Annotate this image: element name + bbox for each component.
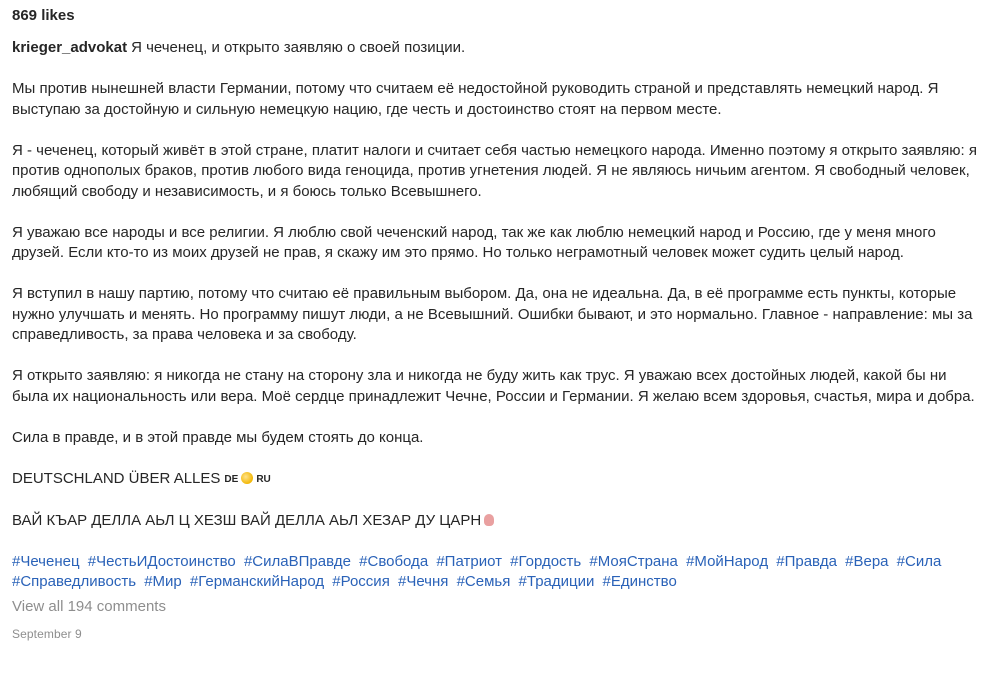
hashtag-link[interactable]: #Россия	[332, 573, 390, 590]
hashtag-link[interactable]: #ЧестьИДостоинство	[87, 552, 236, 570]
hashtag-link[interactable]: #Свобода	[359, 552, 429, 570]
caption-paragraph-7: Сила в правде, и в этой правде мы будем стоять до конца.	[12, 428, 424, 446]
hashtag-link[interactable]: #Единство	[602, 573, 677, 590]
hashtag-link[interactable]: #Чечня	[398, 573, 449, 590]
hashtag-list	[12, 552, 986, 593]
hashtag-link[interactable]: #Справедливость	[12, 573, 137, 590]
caption-paragraph-2: Мы против нынешней власти Германии, потому что считаем её недостойной руководить страной и представлять немецкий народ. Я выступаю за достойную и сильную немецкую нацию, где честь и достоинство стоят на первом месте.	[12, 80, 939, 118]
hashtag-link[interactable]: #Семья	[456, 573, 511, 590]
likes-count[interactable]: 869 likes	[12, 7, 75, 24]
hashtag-link[interactable]: #Мир	[144, 573, 182, 590]
slogan-line	[12, 469, 986, 491]
username-link[interactable]: krieger_advokat	[12, 39, 128, 56]
caption-paragraph-6: Я открыто заявляю: я никогда не стану на сторону зла и никогда не буду жить как трус. Я уважаю всех достойных людей, какой бы ни была их национальность или вера. Моё сердце принадлежит Чечне, России и Германии. Я желаю всем здоровья, счастья, мира и добра.	[12, 367, 975, 405]
hashtag-link[interactable]: #Гордость	[510, 552, 582, 570]
hashtag-link[interactable]: #Вера	[845, 552, 889, 570]
chechen-text: ВАЙ КЪАР ДЕЛЛА АЬЛ Ц ХЕЗШ ВАЙ ДЕЛЛА АЬЛ ХЕЗАР ДУ ЦАРН	[12, 511, 482, 529]
caption-paragraph-1: Я чеченец, и открыто заявляю о своей позиции.	[131, 39, 466, 56]
hashtag-link[interactable]: #Правда	[776, 552, 837, 570]
hashtag-link[interactable]: #Чеченец	[12, 552, 80, 570]
view-all-comments-link[interactable]: View all 194 comments	[12, 597, 166, 615]
caption	[12, 38, 986, 593]
hashtag-link[interactable]: #МойНарод	[686, 552, 769, 570]
caption-paragraph-4: Я уважаю все народы и все религии. Я люблю свой чеченский народ, так же как люблю немецкий народ и Россию, где у меня много друзей. Если кто-то из моих друзей не прав, я скажу им это прямо. Но только неграмотный человек может судить целый народ.	[12, 223, 936, 261]
caption-first-paragraph	[12, 38, 986, 59]
slogan-text: DEUTSCHLAND ÜBER ALLES	[12, 469, 221, 487]
flag-de-label: DE	[224, 473, 239, 485]
heart-shield-emoji-icon	[241, 472, 253, 484]
hashtag-link[interactable]: #ГерманскийНарод	[189, 573, 325, 590]
hashtag-link[interactable]: #СилаВПравде	[243, 552, 351, 570]
hand-emoji-icon	[484, 514, 494, 526]
caption-paragraph-5: Я вступил в нашу партию, потому что считаю её правильным выбором. Да, она не идеальна. Да, в её программе есть пункты, которые нужно улучшать и менять. Но программу пишут люди, а не Всевышний. Ошибки бывают, и это нормально. Главное - направление: мы за справедливость, за права человека и за свободу.	[12, 285, 973, 343]
caption-paragraph-3: Я - чеченец, который живёт в этой стране, платит налоги и считает себя частью немецкого народа. Именно поэтому я открыто заявляю: я против однополых браков, против любого вида геноцида, против угнетения людей. Я не являюсь ничьим агентом. Я свободный человек, любящий свободу и независимость, и я боюсь только Всевышнего.	[12, 141, 978, 200]
hashtag-link[interactable]: #МояСтрана	[589, 552, 678, 570]
chechen-line	[12, 511, 986, 532]
post-date[interactable]: September 9	[12, 626, 82, 641]
hashtag-link[interactable]: #Патриот	[436, 552, 502, 570]
flag-ru-label: RU	[256, 473, 271, 485]
hashtag-link[interactable]: #Традиции	[518, 573, 595, 590]
hashtag-link[interactable]: #Сила	[896, 552, 942, 570]
